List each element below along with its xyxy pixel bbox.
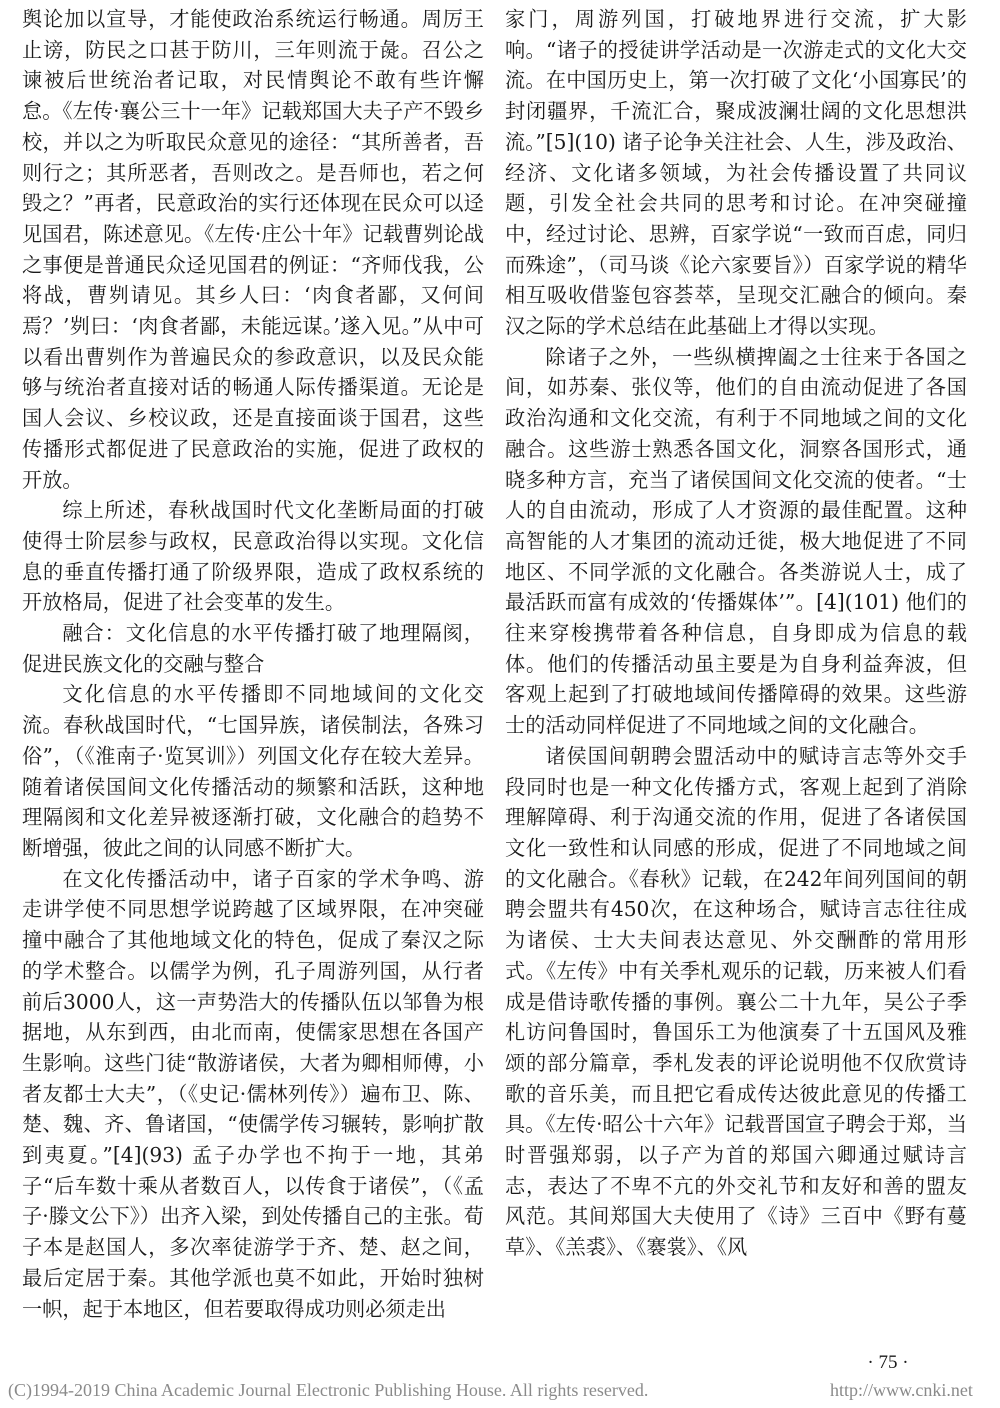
- paragraph: 诸侯国间朝聘会盟活动中的赋诗言志等外交手段同时也是一种文化传播方式，客观上起到了消除理解障碍、利于沟通交流的作用，促进了各诸侯国文化一致性和认同感的形成，促进了不同地域之间的文化融合。《春秋》记载，在242年间列国间的朝聘会盟共有450次，在这种场合，赋诗言志往往成为诸侯、士大夫间表达意见、外交酬酢的常用形式。《左传》中有关季札观乐的记载，历来被人们看成是借诗歌传播的事例。襄公二十九年，吴公子季札访问鲁国时，鲁国乐工为他演奏了十五国风及雅颂的部分篇章，季札发表的评论说明他不仅欣赏诗歌的音乐美，而且把它看成传达彼此意见的传播工具。《左传·昭公十六年》记载晋国宣子聘会于郑，当时晋强郑弱，以子产为首的郑国六卿通过赋诗言志，表达了不卑不亢的外交礼节和友好和善的盟友风范。其间郑国大夫使用了《诗》三百中《野有蔓草》、《羔裘》、《褰裳》、《风: [505, 743, 967, 1260]
- paragraph: 在文化传播活动中，诸子百家的学术争鸣、游走讲学使不同思想学说跨越了区域界限，在冲突碰撞中融合了其他地域文化的特色，促成了秦汉之际的学术整合。以儒学为例，孔子周游列国，从行者前后3000人，这一声势浩大的传播队伍以邹鲁为根据地，从东到西，由北而南，使儒家思想在各国产生影响。这些门徒“散游诸侯，大者为卿相师傅，小者友都士大夫”，（《史记·儒林列传》）遍布卫、陈、楚、魏、齐、鲁诸国，“使儒学传习辗转，影响扩散到夷夏。”[4](93) 孟子办学也不拘于一地，其弟子“后车数十乘从者数百人，以传食于诸侯”，（《孟子·滕文公下》）出齐入梁，到处传播自己的主张。荀子本是赵国人，多次率徒游学于齐、楚、赵之间，最后定居于秦。其他学派也莫不如此，开始时独树一帜，起于本地区，但若要取得成功则必须走出: [22, 866, 484, 1321]
- paragraph: 舆论加以宣导，才能使政治系统运行畅通。周厉王止谤，防民之口甚于防川，三年则流于彘。召公之谏被后世统治者记取，对民情舆论不敢有些许懈怠。《左传·襄公三十一年》记载郑国大夫子产不毁乡校，并以之为听取民众意见的途径：“其所善者，吾则行之；其所恶者，吾则改之。是吾师也，若之何毁之？”再者，民意政治的实行还体现在民众可以迳见国君，陈述意见。《左传·庄公十年》记载曹刿论战之事便是普通民众迳见国君的例证：“齐师伐我，公将战，曹刿请见。其乡人曰：‘肉食者鄙，又何间焉？’刿曰：‘肉食者鄙，未能远谋。’遂入见。”从中可以看出曹刿作为普遍民众的参政意识，以及民众能够与统治者直接对话的畅通人际传播渠道。无论是国人会议、乡校议政，还是直接面谈于国君，这些传播形式都促进了民意政治的实施，促进了政权的开放。: [22, 7, 484, 492]
- left-column: [22, 4, 484, 1324]
- footer-url[interactable]: http://www.cnki.net: [830, 1380, 973, 1400]
- page-number: · 75 ·: [867, 1352, 909, 1373]
- paragraph: 除诸子之外，一些纵横捭阖之士往来于各国之间，如苏秦、张仪等，他们的自由流动促进了各国政治沟通和文化交流，有利于不同地域之间的文化融合。这些游士熟悉各国文化，洞察各国形式，通晓多种方言，充当了诸侯国间文化交流的使者。“士人的自由流动，形成了人才资源的最佳配置。这种高智能的人才集团的流动迁徙，极大地促进了不同地区、不同学派的文化融合。各类游说人士，成了最活跃而富有成效的‘传播媒体’”。[4](101) 他们的往来穿梭携带着各种信息，自身即成为信息的载体。他们的传播活动虽主要是为自身利益奔波，但客观上起到了打破地域间传播障碍的效果。这些游士的活动同样促进了不同地域之间的文化融合。: [505, 344, 967, 738]
- paragraph: 综上所述，春秋战国时代文化垄断局面的打破使得士阶层参与政权，民意政治得以实现。文化信息的垂直传播打通了阶级界限，造成了政权系统的开放格局，促进了社会变革的发生。: [22, 498, 484, 615]
- section-subheading: 融合：文化信息的水平传播打破了地理隔阂，促进民族文化的交融与整合: [22, 621, 484, 676]
- footer: [8, 1380, 998, 1404]
- right-column: [505, 4, 967, 1263]
- paragraph: 家门，周游列国，打破地界进行交流，扩大影响。“诸子的授徒讲学活动是一次游走式的文化大交流。在中国历史上，第一次打破了文化‘小国寡民’的封闭疆界，千流汇合，聚成波澜壮阔的文化思想洪流。”[5](10) 诸子论争关注社会、人生，涉及政治、经济、文化诸多领域，为社会传播设置了共同议题，引发全社会共同的思考和讨论。在冲突碰撞中，经过讨论、思辨，百家学说“一致而百虑，同归而殊途”，（司马谈《论六家要旨》）百家学说的精华相互吸收借鉴包容荟萃，呈现交汇融合的倾向。秦汉之际的学术总结在此基础上才得以实现。: [505, 7, 967, 339]
- copyright-notice: (C)1994-2019 China Academic Journal Electronic Publishing House. All rights reserved.: [8, 1380, 649, 1400]
- paragraph: 文化信息的水平传播即不同地域间的文化交流。春秋战国时代，“七国异族，诸侯制法，各殊习俗”，（《淮南子·览冥训》）列国文化存在较大差异。随着诸侯国间文化传播活动的频繁和活跃，这种地理隔阂和文化差异被逐渐打破，文化融合的趋势不断增强，彼此之间的认同感不断扩大。: [22, 682, 484, 860]
